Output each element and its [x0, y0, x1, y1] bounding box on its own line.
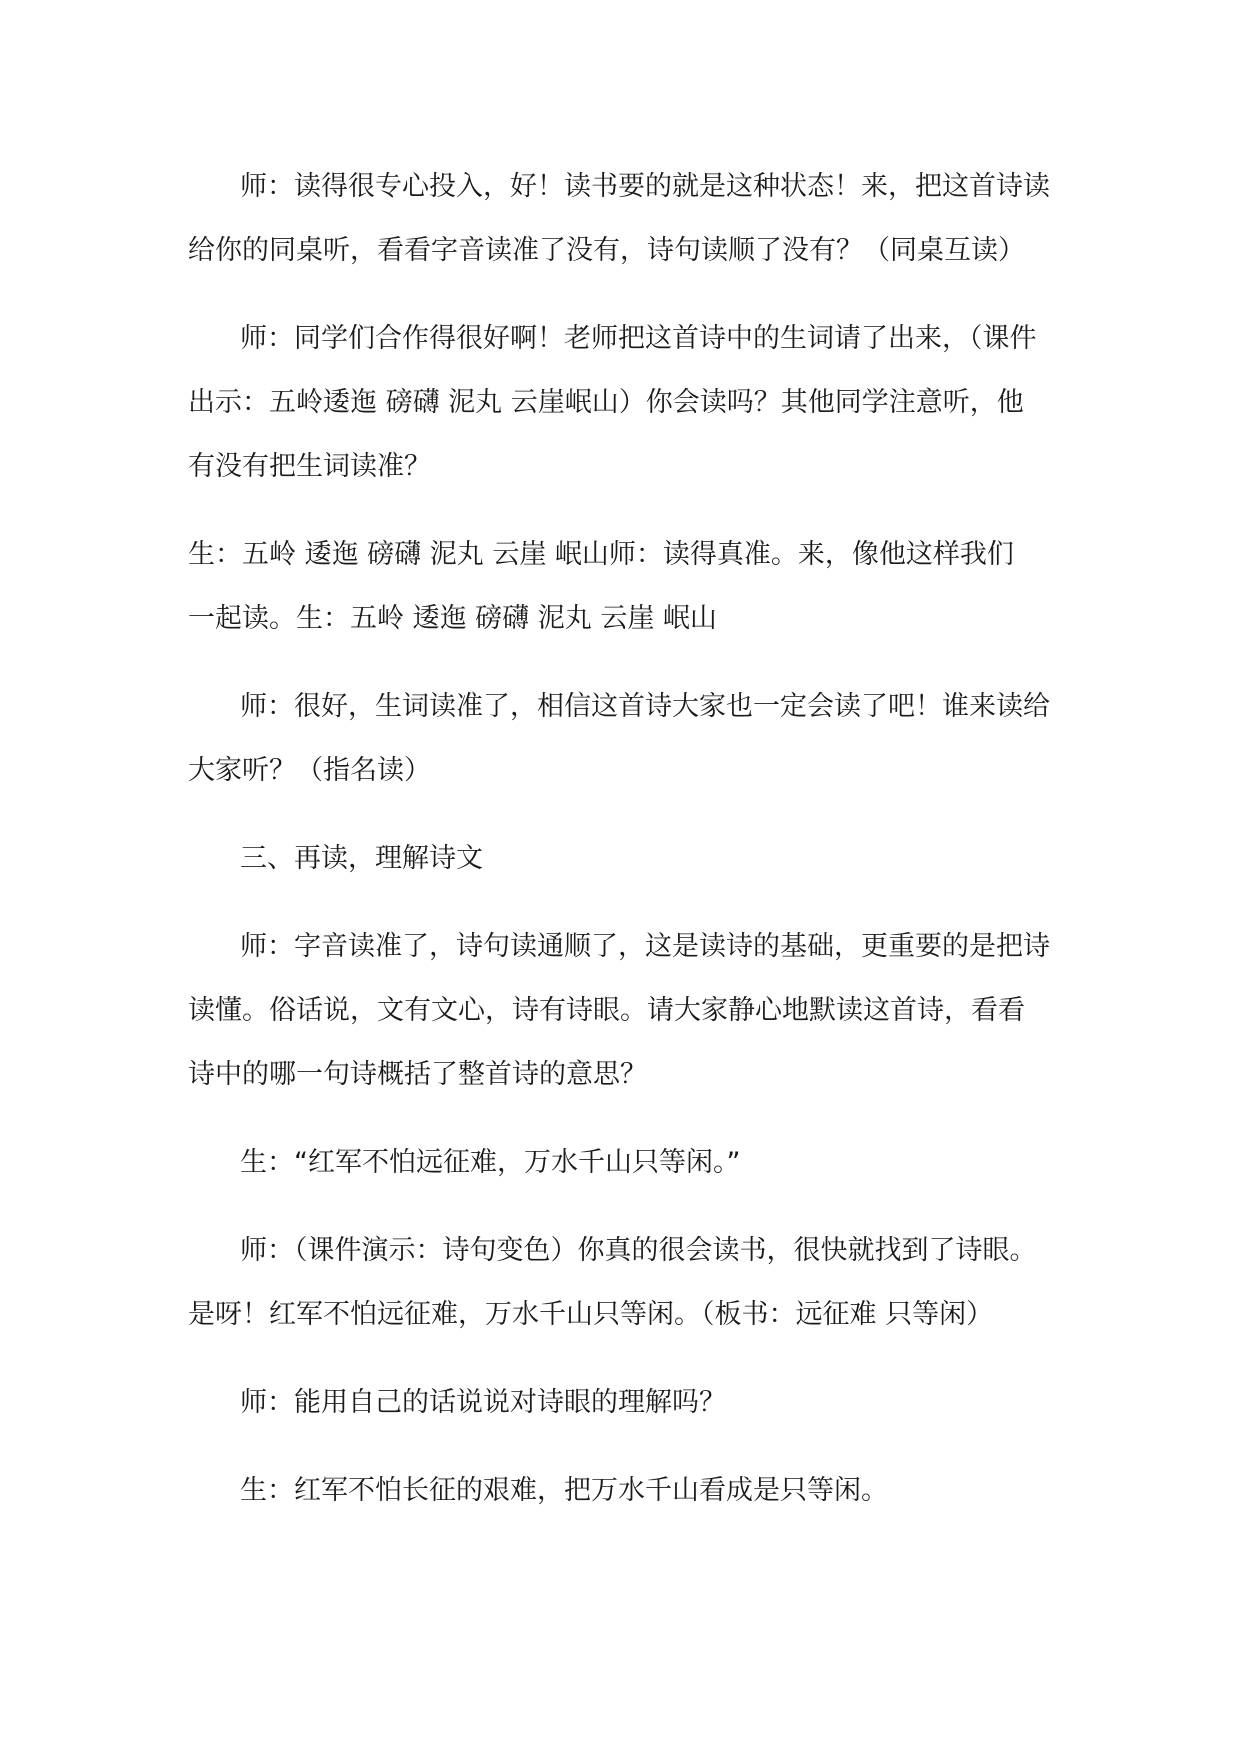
document-page	[188, 155, 1058, 1547]
paragraph-line: 大家听？（指名读）	[188, 755, 431, 786]
paragraph-line: 生：“红军不怕远征难，万水千山只等闲。”	[240, 1147, 741, 1178]
paragraph-line: 诗中的哪一句诗概括了整首诗的意思？	[188, 1059, 647, 1090]
paragraph-7	[188, 1131, 1058, 1195]
paragraph-line: 读懂。俗话说，文有文心，诗有诗眼。请大家静心地默读这首诗，看看	[188, 995, 1025, 1026]
paragraph-line: 师：同学们合作得很好啊！老师把这首诗中的生词请了出来，（课件	[240, 323, 1037, 354]
paragraph-line: 师：字音读准了，诗句读通顺了，这是读诗的基础，更重要的是把诗	[240, 931, 1050, 962]
paragraph-1	[188, 155, 1058, 283]
paragraph-line: 生：红军不怕长征的艰难，把万水千山看成是只等闲。	[240, 1475, 888, 1506]
paragraph-line: 有没有把生词读准？	[188, 451, 431, 482]
paragraph-line: 一起读。生：五岭 逶迤 磅礴 泥丸 云崖 岷山	[188, 603, 717, 634]
paragraph-8	[188, 1219, 1058, 1347]
paragraph-line: 是呀！红军不怕远征难，万水千山只等闲。（板书：远征难 只等闲）	[188, 1299, 994, 1330]
paragraph-line: 师：（课件演示：诗句变色）你真的很会读书，很快就找到了诗眼。	[240, 1235, 1037, 1266]
paragraph-line: 师：很好，生词读准了，相信这首诗大家也一定会读了吧！谁来读给	[240, 691, 1050, 722]
paragraph-9	[188, 1371, 1058, 1435]
paragraph-line: 给你的同桌听，看看字音读准了没有，诗句读顺了没有？（同桌互读）	[188, 235, 1025, 266]
paragraph-3	[188, 523, 1058, 651]
paragraph-line: 出示：五岭逶迤 磅礴 泥丸 云崖岷山）你会读吗？其他同学注意听，他	[188, 387, 1024, 418]
paragraph-4	[188, 675, 1058, 803]
paragraph-10	[188, 1459, 1058, 1523]
paragraph-2	[188, 307, 1058, 499]
paragraph-line: 生：五岭 逶迤 磅礴 泥丸 云崖 岷山师：读得真准。来，像他这样我们	[188, 539, 1014, 570]
section-heading-text: 三、再读，理解诗文	[240, 843, 483, 874]
paragraph-line: 师：能用自己的话说说对诗眼的理解吗？	[240, 1387, 726, 1418]
paragraph-line: 师：读得很专心投入，好！读书要的就是这种状态！来，把这首诗读	[240, 171, 1050, 202]
section-heading	[188, 827, 1058, 891]
paragraph-6	[188, 915, 1058, 1107]
